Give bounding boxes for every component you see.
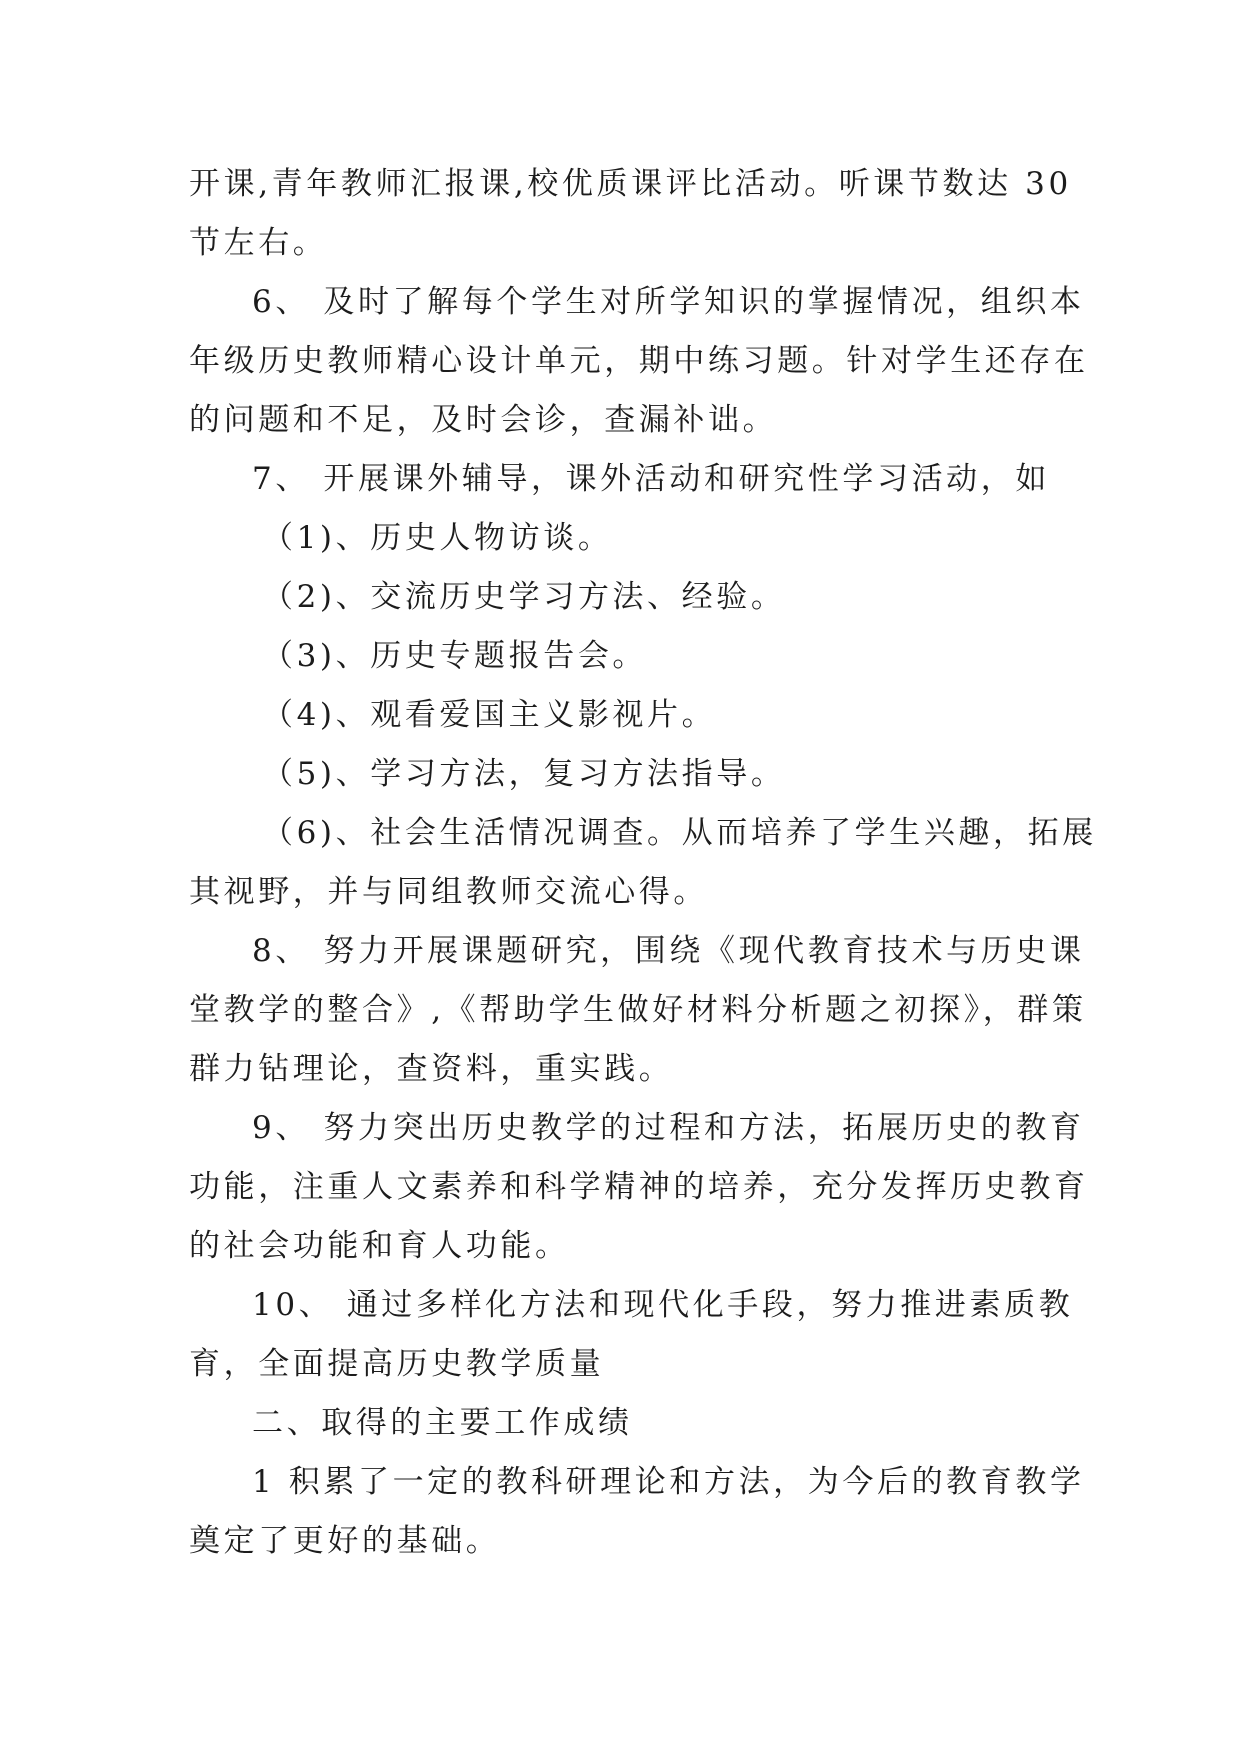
text-line: 奠定了更好的基础。 <box>189 1523 501 1559</box>
text-line: 功能，注重人文素养和科学精神的培养，充分发挥历史教育 <box>189 1169 1089 1205</box>
text-line: 7、 开展课外辅导，课外活动和研究性学习活动，如 <box>252 461 1050 497</box>
list-item: （5)、学习方法，复习方法指导。 <box>262 756 786 792</box>
text-line: 年级历史教师精心设计单元，期中练习题。针对学生还存在 <box>189 343 1089 379</box>
text-line: 开课,青年教师汇报课,校优质课评比活动。听课节数达 30 <box>189 166 1072 202</box>
text-line: 9、 努力突出历史教学的过程和方法，拓展历史的教育 <box>252 1110 1085 1146</box>
text-line: 8、 努力开展课题研究，围绕《现代教育技术与历史课 <box>252 933 1085 969</box>
text-line: 的问题和不足，及时会诊，查漏补诎。 <box>189 402 778 438</box>
text-line: 群力钻理论，查资料，重实践。 <box>189 1051 674 1087</box>
list-item: （1)、历史人物访谈。 <box>262 520 613 556</box>
text-line: 节左右。 <box>189 225 328 261</box>
text-line: 的社会功能和育人功能。 <box>189 1228 570 1264</box>
list-item: （4)、观看爱国主义影视片。 <box>262 697 717 733</box>
text-line: 其视野，并与同组教师交流心得。 <box>189 874 708 910</box>
text-line: 10、 通过多样化方法和现代化手段，努力推进素质教 <box>252 1287 1074 1323</box>
text-line: 育，全面提高历史教学质量 <box>189 1346 605 1382</box>
text-line: 6、 及时了解每个学生对所学知识的掌握情况，组织本 <box>252 284 1085 320</box>
list-item: （2)、交流历史学习方法、经验。 <box>262 579 786 615</box>
list-item: （3)、历史专题报告会。 <box>262 638 648 674</box>
text-line: 1 积累了一定的教科研理论和方法，为今后的教育教学 <box>252 1464 1085 1500</box>
list-item: （6)、社会生活情况调查。从而培养了学生兴趣，拓展 <box>262 815 1097 851</box>
text-line: 堂教学的整合》,《帮助学生做好材料分析题之初探》，群策 <box>189 992 1087 1028</box>
section-heading: 二、取得的主要工作成绩 <box>252 1405 633 1441</box>
